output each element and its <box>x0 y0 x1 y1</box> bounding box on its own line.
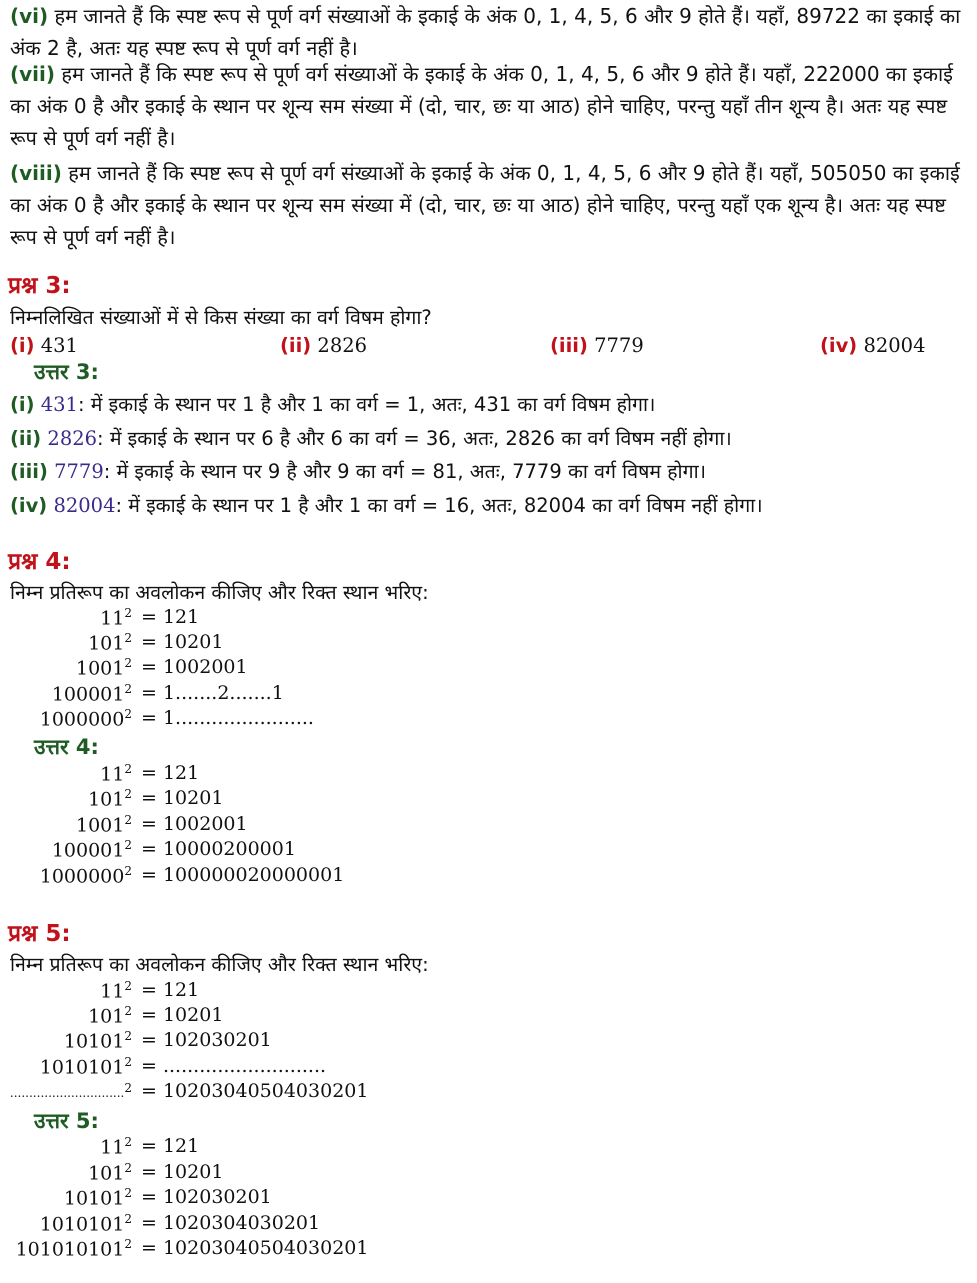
exponent: 2 <box>124 838 132 852</box>
base: 1001 <box>76 657 125 680</box>
answer-row <box>0 838 296 862</box>
base: 11 <box>100 763 125 786</box>
question-3-text: निम्नलिखित संख्याओं में से किस संख्या का वर्ग विषम होगा? <box>10 306 432 329</box>
question-5-heading: प्रश्न 5: <box>8 921 71 947</box>
base: 1001 <box>76 814 125 837</box>
question-4-text: निम्न प्रतिरूप का अवलोकन कीजिए और रिक्त स्थान भरिए: <box>10 581 429 604</box>
answer-row <box>0 813 248 837</box>
item-label: (vii) <box>10 62 56 86</box>
option-label: (i) <box>10 334 35 357</box>
question-5-text: निम्न प्रतिरूप का अवलोकन कीजिए और रिक्त स्थान भरिए: <box>10 953 429 976</box>
answer-number: 2826 <box>47 427 98 450</box>
pattern-row <box>0 1080 369 1102</box>
paragraph-text: हम जानते हैं कि स्पष्ट रूप से पूर्ण वर्ग संख्याओं के इकाई के अंक 0, 1, 4, 5, 6 और 9 होते हैं। यहाँ, 89722 का इकाई का अंक 2 है, अतः यह स्पष्ट रूप से पूर्ण वर्ग नहीं है। <box>10 4 961 60</box>
answer-3-line <box>10 457 706 484</box>
base: .............................. <box>9 1086 125 1100</box>
exponent: 2 <box>124 631 132 645</box>
result: = 1002001 <box>141 813 248 835</box>
option-label: (iii) <box>550 334 588 357</box>
exponent: 2 <box>124 682 132 696</box>
option-iii <box>550 334 644 357</box>
answer-row <box>0 762 200 786</box>
result: = 10201 <box>141 631 224 653</box>
result: = 10203040504030201 <box>141 1237 369 1259</box>
option-ii <box>280 334 367 357</box>
option-value: 7779 <box>594 334 644 357</box>
option-iv <box>820 334 925 357</box>
answer-row <box>0 1237 369 1261</box>
paragraph-text: हम जानते हैं कि स्पष्ट रूप से पूर्ण वर्ग संख्याओं के इकाई के अंक 0, 1, 4, 5, 6 और 9 होते हैं। यहाँ, 505050 का इकाई का अंक 0 है और इकाई के स्थान पर शून्य सम संख्या में (दो, चार, छः या आठ) होने चाहिए, परन्तु यहाँ एक शून्य है। अतः यह स्पष्ट रूप से पूर्ण वर्ग नहीं है। <box>10 161 960 249</box>
base: 11 <box>100 607 125 630</box>
answer-row <box>0 1186 272 1210</box>
exponent: 2 <box>124 1237 132 1251</box>
exponent: 2 <box>124 656 132 670</box>
answer-row <box>0 1212 321 1236</box>
answer-number: 7779 <box>54 460 104 483</box>
answer-row <box>0 1135 200 1159</box>
item-label: (vi) <box>10 4 49 28</box>
result: = 102030201 <box>141 1029 272 1051</box>
answer-text: : में इकाई के स्थान पर 6 है और 6 का वर्ग = 36, अतः, 2826 का वर्ग विषम नहीं होगा। <box>97 427 732 450</box>
exponent: 2 <box>124 1081 132 1095</box>
pattern-row <box>0 656 248 680</box>
result: = 10201 <box>141 1161 224 1183</box>
option-label: (iv) <box>820 334 858 357</box>
answer-vi <box>10 0 965 64</box>
result: = 121 <box>141 1135 200 1157</box>
base: 100001 <box>51 683 125 706</box>
question-3-heading: प्रश्न 3: <box>8 273 71 299</box>
answer-text: : में इकाई के स्थान पर 9 है और 9 का वर्ग = 81, अतः, 7779 का वर्ग विषम होगा। <box>103 460 707 483</box>
pattern-row <box>0 631 224 655</box>
result: = ........................... <box>141 1055 327 1077</box>
base: 11 <box>100 1136 125 1159</box>
pattern-row <box>0 606 200 630</box>
item-label: (viii) <box>10 161 62 185</box>
pattern-row <box>0 707 314 731</box>
result: = 10201 <box>141 1004 224 1026</box>
base: 101 <box>88 788 125 811</box>
answer-4-heading: उत्तर 4: <box>34 735 99 759</box>
base: 1000000 <box>39 865 125 888</box>
pattern-row <box>0 1055 327 1079</box>
result: = 10201 <box>141 787 224 809</box>
pattern-row <box>0 682 284 706</box>
answer-number: 82004 <box>53 494 116 517</box>
answer-label: (ii) <box>10 427 42 450</box>
exponent: 2 <box>124 1055 132 1069</box>
answer-text: : में इकाई के स्थान पर 1 है और 1 का वर्ग = 16, अतः, 82004 का वर्ग विषम नहीं होगा। <box>115 494 763 517</box>
paragraph-text: हम जानते हैं कि स्पष्ट रूप से पूर्ण वर्ग संख्याओं के इकाई के अंक 0, 1, 4, 5, 6 और 9 होते हैं। यहाँ, 222000 का इकाई का अंक 0 है और इकाई के स्थान पर शून्य सम संख्या में (दो, चार, छः या आठ) होने चाहिए, परन्तु यहाँ तीन शून्य है। अतः यह स्पष्ट रूप से पूर्ण वर्ग नहीं है। <box>10 62 954 150</box>
answer-text: : में इकाई के स्थान पर 1 है और 1 का वर्ग = 1, अतः, 431 का वर्ग विषम होगा। <box>77 393 656 416</box>
exponent: 2 <box>124 864 132 878</box>
answer-3-line <box>10 424 732 451</box>
result: = 100000020000001 <box>141 864 345 886</box>
answer-label: (i) <box>10 393 35 416</box>
answer-row <box>0 787 224 811</box>
exponent: 2 <box>124 1212 132 1226</box>
pattern-row <box>0 1029 272 1053</box>
exponent: 2 <box>124 1029 132 1043</box>
answer-row <box>0 1161 224 1185</box>
exponent: 2 <box>124 1161 132 1175</box>
exponent: 2 <box>124 1004 132 1018</box>
result: = 121 <box>141 979 200 1001</box>
answer-3-line <box>10 491 763 518</box>
option-value: 431 <box>40 334 78 357</box>
answer-label: (iv) <box>10 494 48 517</box>
exponent: 2 <box>124 1186 132 1200</box>
base: 1010101 <box>39 1056 125 1079</box>
base: 100001 <box>51 839 125 862</box>
answer-number: 431 <box>40 393 78 416</box>
result: = 1....................... <box>141 707 314 729</box>
result: = 1002001 <box>141 656 248 678</box>
exponent: 2 <box>124 787 132 801</box>
base: 10101 <box>63 1187 125 1210</box>
answer-5-heading: उत्तर 5: <box>34 1109 99 1133</box>
exponent: 2 <box>124 979 132 993</box>
result: = 10203040504030201 <box>141 1080 369 1102</box>
base: 11 <box>100 980 125 1003</box>
option-value: 2826 <box>317 334 368 357</box>
base: 1000000 <box>39 708 125 731</box>
answer-3-line <box>10 390 655 417</box>
pattern-row <box>0 1004 224 1028</box>
base: 101010101 <box>15 1238 125 1261</box>
result: = 10000200001 <box>141 838 296 860</box>
answer-viii <box>10 157 965 253</box>
exponent: 2 <box>124 813 132 827</box>
exponent: 2 <box>124 606 132 620</box>
option-i <box>10 334 78 357</box>
result: = 121 <box>141 762 200 784</box>
pattern-row <box>0 979 200 1003</box>
result: = 102030201 <box>141 1186 272 1208</box>
answer-row <box>0 864 345 888</box>
option-label: (ii) <box>280 334 312 357</box>
question-4-heading: प्रश्न 4: <box>8 549 71 575</box>
answer-3-heading: उत्तर 3: <box>34 360 99 384</box>
answer-vii <box>10 58 965 154</box>
base: 1010101 <box>39 1213 125 1236</box>
base: 101 <box>88 1162 125 1185</box>
base: 10101 <box>63 1030 125 1053</box>
exponent: 2 <box>124 762 132 776</box>
result: = 121 <box>141 606 200 628</box>
option-value: 82004 <box>863 334 926 357</box>
exponent: 2 <box>124 1135 132 1149</box>
result: = 1.......2.......1 <box>141 682 284 704</box>
answer-label: (iii) <box>10 460 48 483</box>
result: = 1020304030201 <box>141 1212 321 1234</box>
base: 101 <box>88 1005 125 1028</box>
exponent: 2 <box>124 707 132 721</box>
base: 101 <box>88 632 125 655</box>
